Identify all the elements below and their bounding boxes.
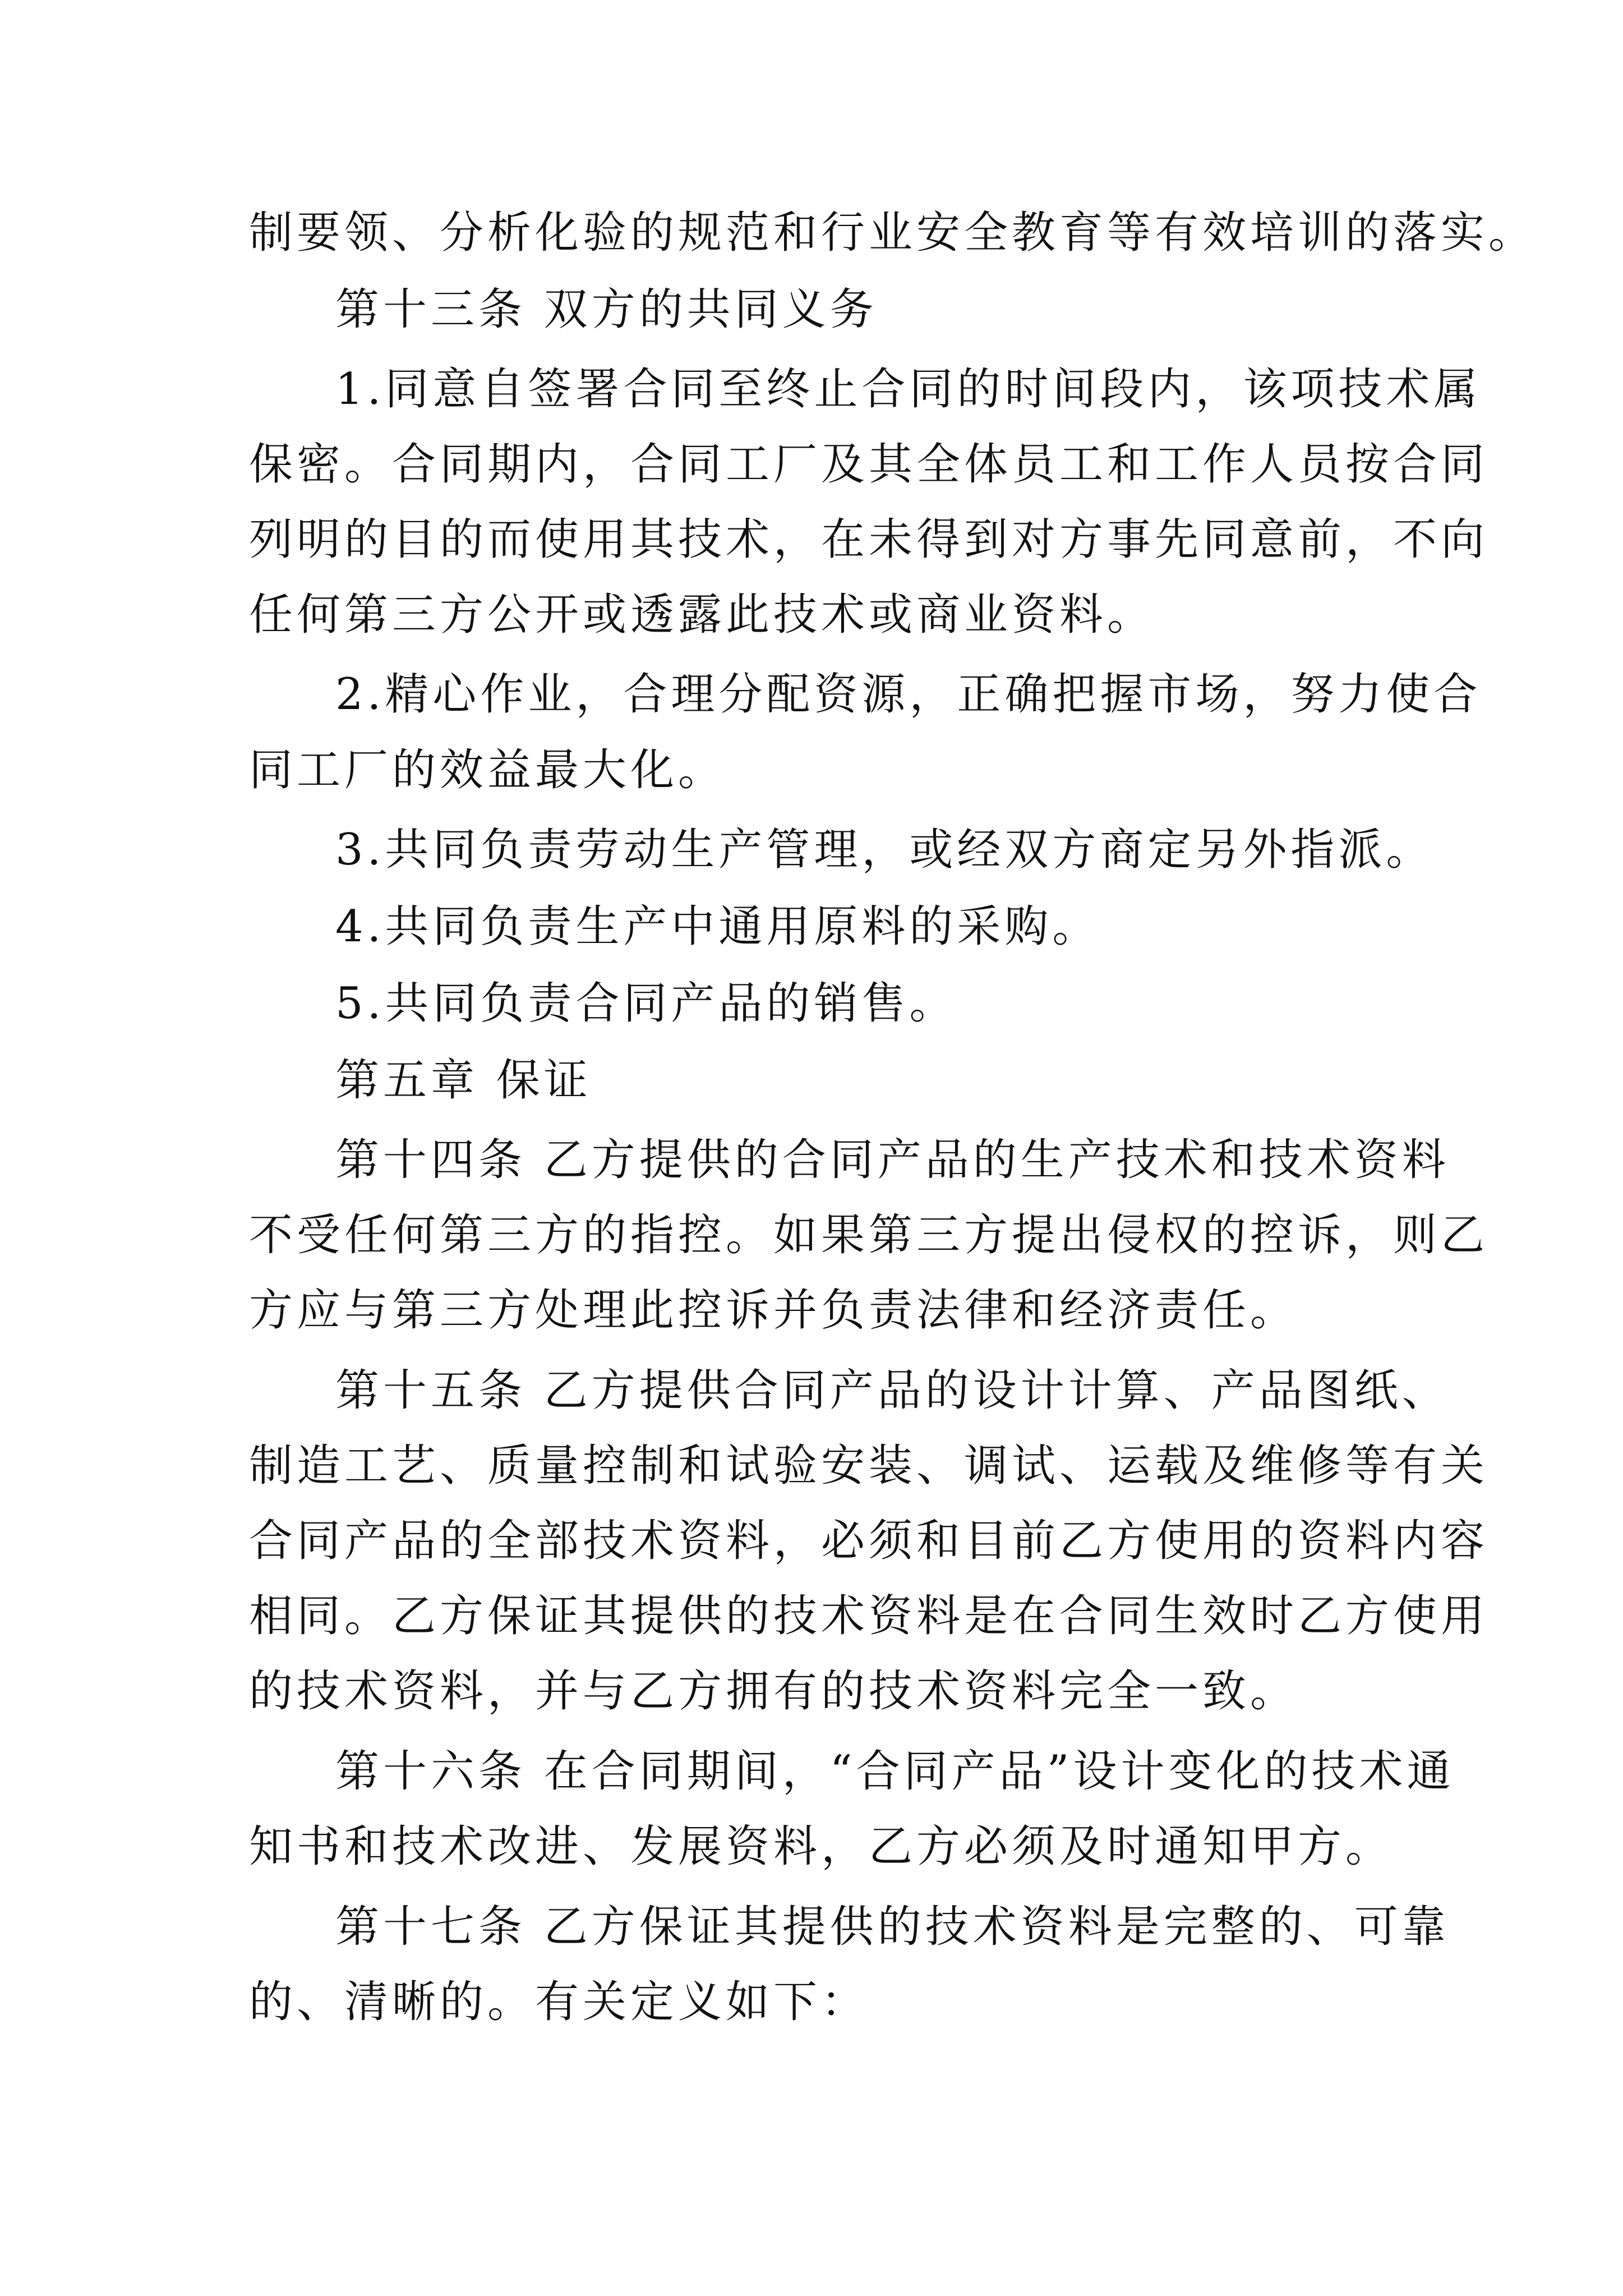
text-line: 任何第三方公开或透露此技术或商业资料。 (249, 590, 1155, 640)
text-line: 2.精心作业，合理分配资源，正确把握市场，努力使合 (335, 669, 1482, 720)
text-line: 3.共同负责劳动生产管理，或经双方商定另外指派。 (335, 825, 1434, 875)
text-line: 第十四条 乙方提供的合同产品的生产技术和技术资料 (335, 1135, 1450, 1185)
text-line: 第十五条 乙方提供合同产品的设计计算、产品图纸、 (335, 1365, 1450, 1416)
text-line: 的、清晰的。有关定义如下： (249, 1977, 869, 2027)
text-line: 相同。乙方保证其提供的技术资料是在合同生效时乙方使用 (249, 1591, 1489, 1641)
text-line: 第十七条 乙方保证其提供的技术资料是完整的、可靠 (335, 1902, 1450, 1952)
text-line: 1.同意自签署合同至终止合同的时间段内，该项技术属 (335, 364, 1482, 415)
text-line: 同工厂的效益最大化。 (249, 745, 726, 795)
text-line: 4.共同负责生产中通用原料的采购。 (335, 901, 1100, 952)
chapter-heading: 第五章 保证 (335, 1055, 592, 1106)
text-line: 保密。合同期内，合同工厂及其全体员工和工作人员按合同 (249, 439, 1489, 490)
text-line: 列明的目的而使用其技术，在未得到对方事先同意前，不向 (249, 514, 1489, 565)
text-line: 方应与第三方处理此控诉并负责法律和经济责任。 (249, 1285, 1298, 1336)
text-line: 不受任何第三方的指控。如果第三方提出侵权的控诉，则乙 (249, 1210, 1489, 1260)
text-line: 合同产品的全部技术资料，必须和目前乙方使用的资料内容 (249, 1516, 1489, 1566)
text-line: 制要领、分析化验的规范和行业安全教育等有效培训的落实。 (249, 208, 1537, 258)
text-line: 制造工艺、质量控制和试验安装、调试、运载及维修等有关 (249, 1441, 1489, 1491)
section-heading: 第十三条 双方的共同义务 (335, 284, 878, 335)
text-line: 的技术资料，并与乙方拥有的技术资料完全一致。 (249, 1666, 1298, 1717)
text-line: 第十六条 在合同期间，“合同产品”设计变化的技术通 (335, 1746, 1455, 1797)
text-line: 5.共同负责合同产品的销售。 (335, 978, 957, 1029)
text-line: 知书和技术改进、发展资料，乙方必须及时通知甲方。 (249, 1821, 1394, 1872)
